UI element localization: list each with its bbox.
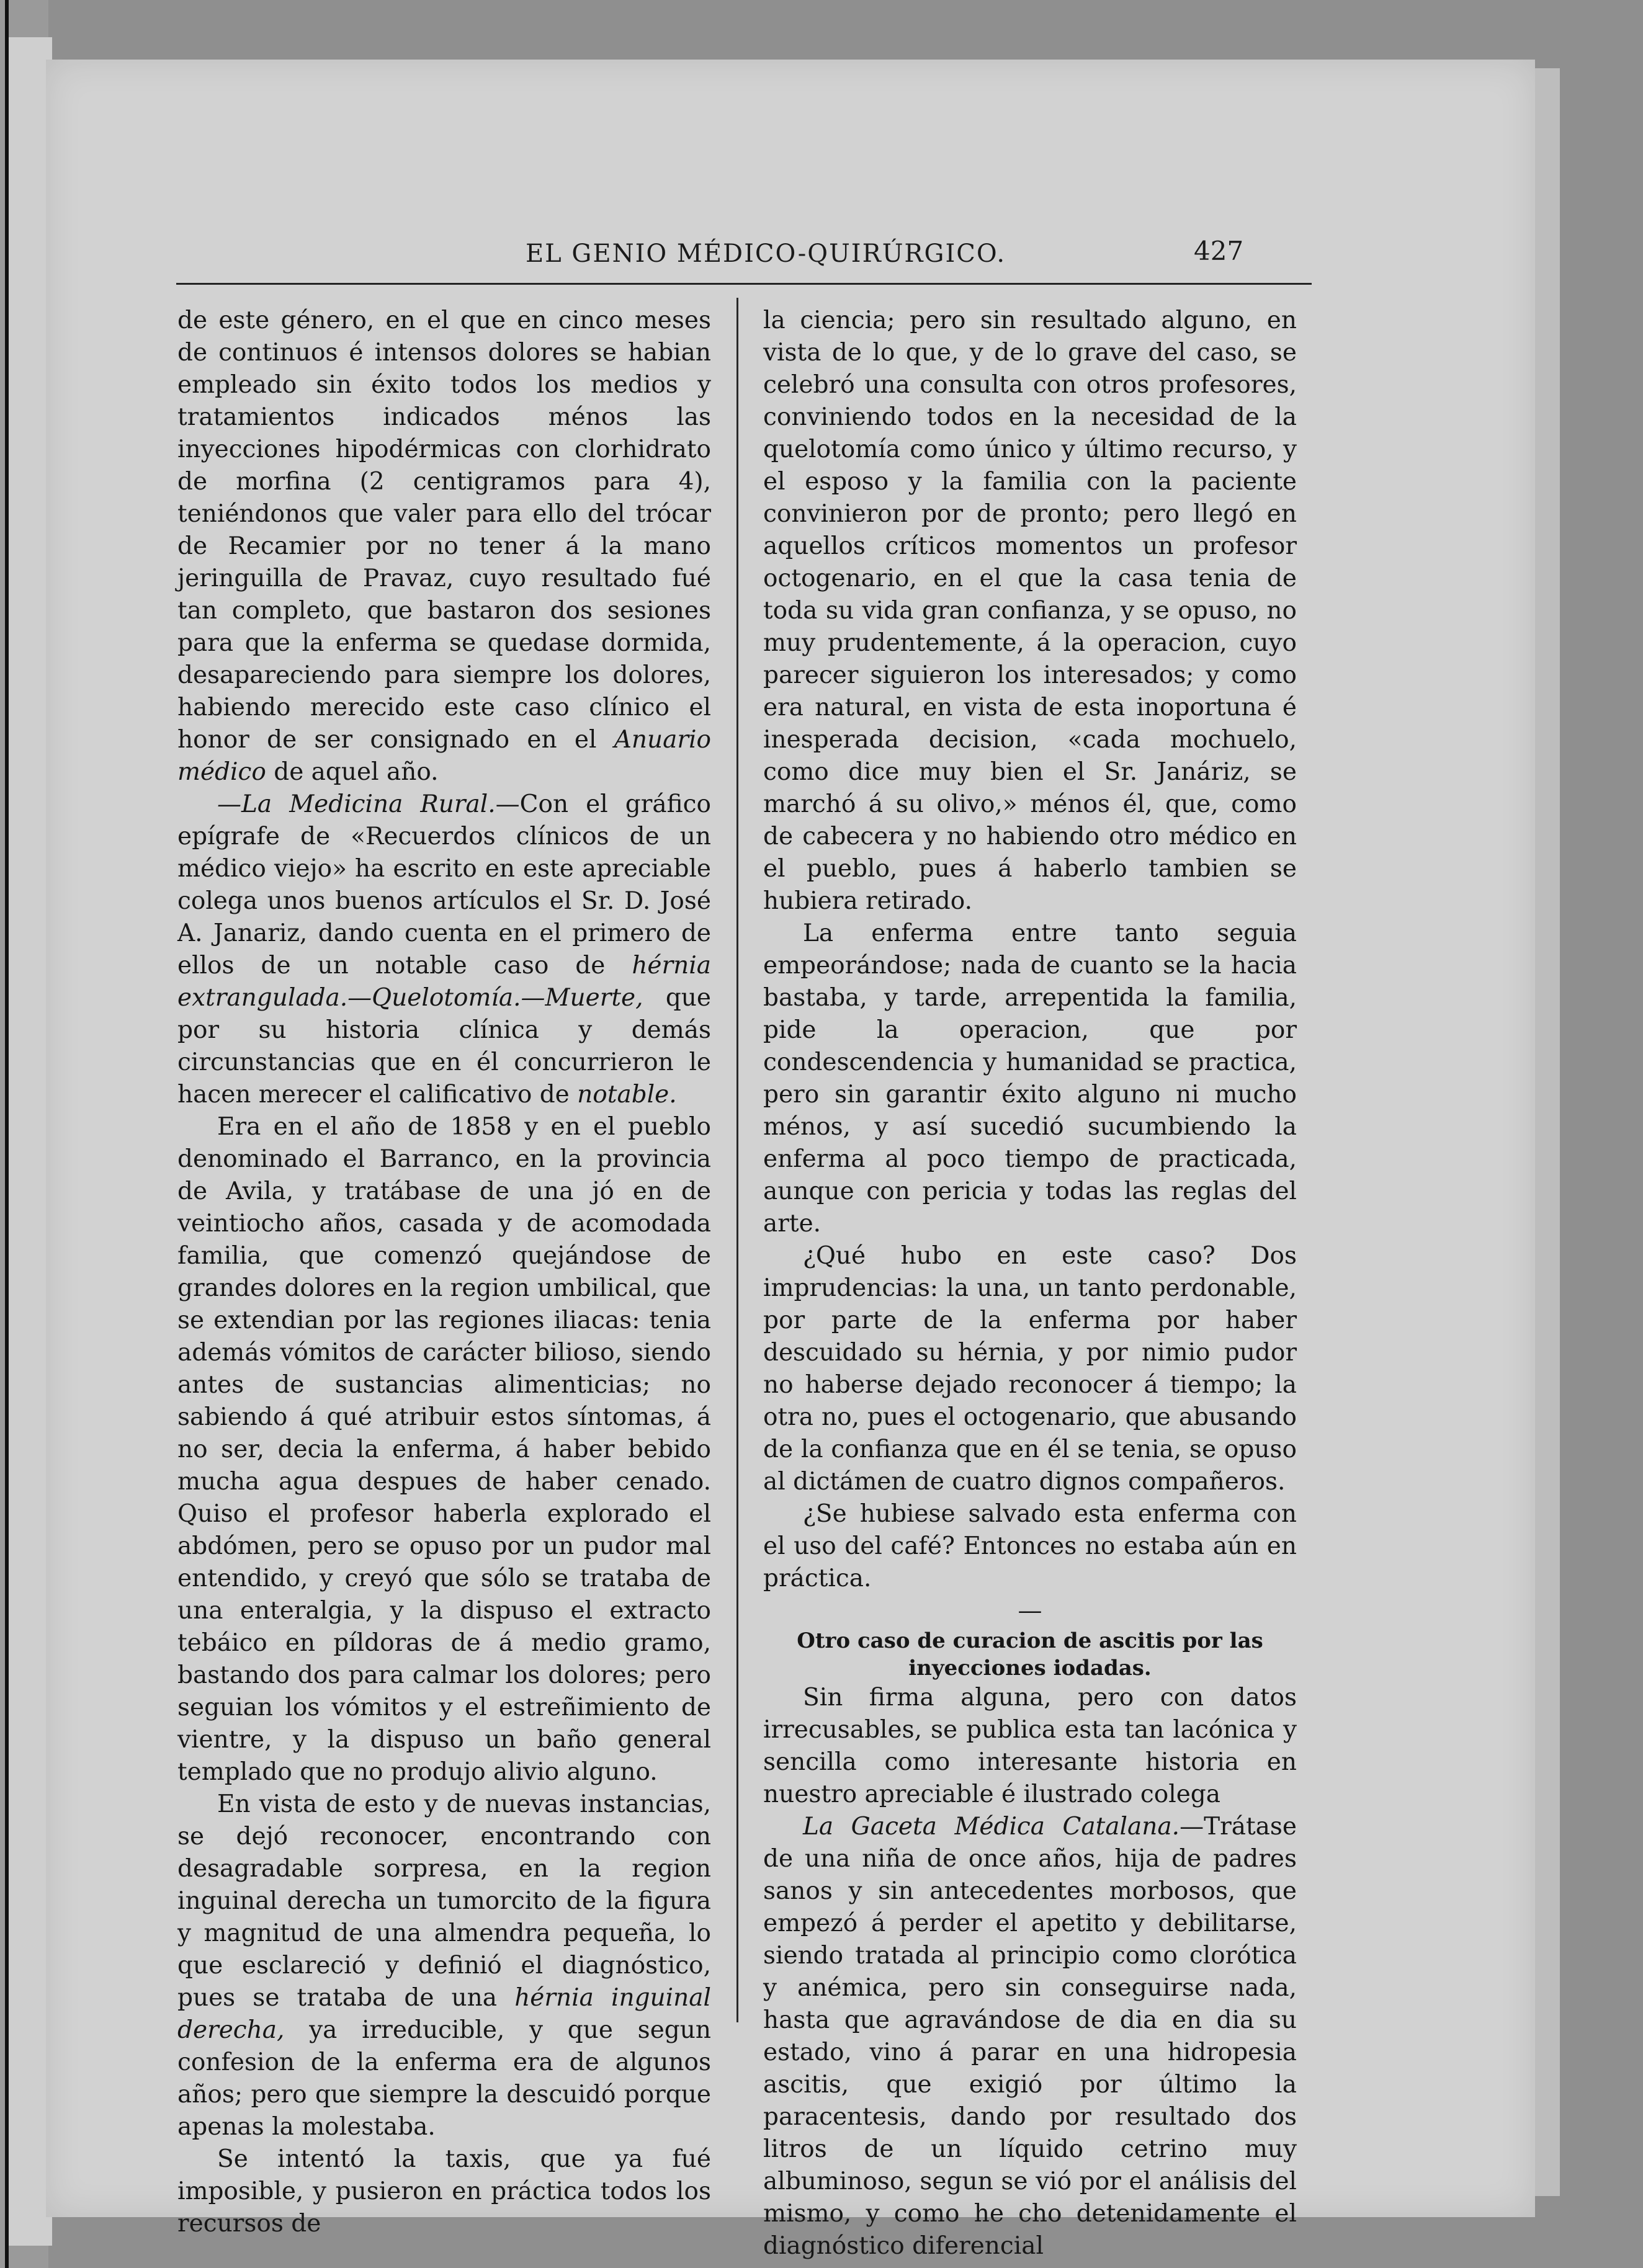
running-head: EL GENIO MÉDICO-QUIRÚRGICO. — [525, 239, 1006, 268]
paragraph: Se intentó la taxis, que ya fué imposible, y pusieron en práctica todos los recursos de — [177, 2145, 711, 2238]
right-column — [763, 305, 1297, 2262]
book-spine-edge — [5, 0, 9, 2268]
journal-title: Anuario médico — [177, 726, 711, 786]
journal-title: —La Medicina Rural. — [217, 790, 496, 818]
section-title: Otro caso de curacion de ascitis por las inyecciones iodadas. — [797, 1628, 1263, 1681]
paragraph: de este género, en el que en cinco meses de continuos é intensos dolores se habian empleado sin éxito todos los medios y tratamientos indicados ménos las inyecciones hipodérmicas con clorhidrato de morfina (2 centigramos para 4), teniéndonos que valer para ello del trócar de Recamier por no tener á la mano jeringuilla de Pravaz, cuyo resultado fué tan completo, que bastaron dos sesiones para que la enferma se quedase dormida, desapareciendo para siempre los dolores, habiendo merecido este caso clínico el honor de ser consignado en el Anuario médico de aquel año. — [177, 306, 711, 786]
emphasis: notable. — [577, 1081, 677, 1109]
paragraph: La Gaceta Médica Catalana.—Trátase de una niña de once años, hija de padres sanos y sin antecedentes morbosos, que empezó á perder el apetito y debilitarse, siendo tratada al principio como clorótica y anémica, pero sin conseguirse nada, hasta que agravándose de dia en dia su estado, vino á parar en una hidropesia ascitis, que exigió por último la paracentesis, dando por resultado dos litros de un líquido cetrino muy albuminoso, segun se vió por el análisis del mismo, y como he cho detenidamente el diagnóstico diferencial — [763, 1813, 1297, 2260]
diagnosis: hérnia inguinal derecha, — [177, 1984, 711, 2044]
paragraph: Sin firma alguna, pero con datos irrecusables, se publica esta tan lacónica y sencilla como interesante historia en nuestro apreciable é ilustrado colega — [763, 1684, 1297, 1808]
paragraph: En vista de esto y de nuevas instancias, se dejó reconocer, encontrando con desagradable sorpresa, en la region inguinal derecha un tumorcito de la figura y magnitud de una almendra pequeña, lo que esclareció y definió el diagnóstico, pues se trataba de una hérnia inguinal derecha, ya irreducible, y que segun confesion de la enferma era de algunos años; pero que siempre la descuidó porque apenas la molestaba. — [177, 1790, 711, 2141]
paragraph: ¿Se hubiese salvado esta enferma con el uso del café? Entonces no estaba aún en práctica. — [763, 1500, 1297, 1592]
paragraph: La enferma entre tanto seguia empeorándose; nada de cuanto se la hacia bastaba, y tarde, arrepentida la familia, pide la operacion, que por condescendencia y humanidad se practica, pero sin garantir éxito alguno ni mucho ménos, y así sucedió sucumbiendo la enferma al poco tiempo de practicada, aunque con pericia y todas las reglas del arte. — [763, 919, 1297, 1238]
column-rule — [736, 298, 738, 2022]
journal-title: La Gaceta Médica Catalana. — [803, 1813, 1180, 1841]
case-title: hérnia extrangulada.—Quelotomía.—Muerte, — [177, 952, 711, 1012]
header-rule — [176, 283, 1312, 285]
left-column — [177, 305, 711, 2240]
paragraph: ¿Qué hubo en este caso? Dos imprudencias: la una, un tanto perdonable, por parte de la enferma por haber descuidado su hérnia, y por nimio pudor no haberse dejado reconocer á tiempo; la otra no, pues el octogenario, que abusando de la confianza que en él se tenia, se opuso al dictámen de cuatro dignos compañeros. — [763, 1242, 1297, 1496]
book-page — [46, 60, 1535, 2260]
paragraph: la ciencia; pero sin resultado alguno, en vista de lo que, y de lo grave del caso, se celebró una consulta con otros profesores, conviniendo todos en la necesidad de la quelotomía como único y último recurso, y el esposo y la familia con la paciente convinieron por de pronto; pero llegó en aquellos críticos momentos un profesor octogenario, en el que la casa tenia de toda su vida gran confianza, y se opuso, no muy prudentemente, á la operacion, cuyo parecer siguieron los interesados; y como era natural, en vista de esta inoportuna é inesperada decision, «cada mochuelo, como dice muy bien el Sr. Janáriz, se marchó á su olivo,» ménos él, que, como de cabecera y no habiendo otro médico en el pueblo, pues á haberlo tambien se hubiera retirado. — [763, 306, 1297, 915]
underlying-page-edge — [1533, 68, 1560, 2196]
section-separator: — — [1018, 1597, 1042, 1625]
paragraph: Era en el año de 1858 y en el pueblo denominado el Barranco, en la provincia de Avila, y tratábase de una jó en de veintiocho años, casada y de acomodada familia, que comenzó quejándose de grandes dolores en la region umbilical, que se extendian por las regiones iliacas: tenia además vómitos de carácter bilioso, siendo antes de sustancias alimenticias; no sabiendo á qué atribuir estos síntomas, á no ser, decia la enferma, á haber bebido mucha agua despues de haber cenado. Quiso el profesor haberla explorado el abdómen, pero se opuso por un pudor mal entendido, y creyó que sólo se trataba de una enteralgia, y la dispuso el extracto tebáico en píldoras de á medio gramo, bastando dos para calmar los dolores; pero seguian los vómitos y el estreñimiento de vientre, y la dispuso un baño general templado que no produjo alivio alguno. — [177, 1113, 711, 1786]
page-header — [46, 236, 1535, 277]
paragraph: —La Medicina Rural.—Con el gráfico epígrafe de «Recuerdos clínicos de un médico viejo» ha escrito en este apreciable colega unos buenos artículos el Sr. D. José A. Janariz, dando cuenta en el primero de ellos de un notable caso de hérnia extrangulada.—Quelotomía.—Muerte, que por su historia clínica y demás circunstancias que en él concurrieron le hacen merecer el calificativo de notable. — [177, 790, 711, 1109]
page-number: 427 — [1194, 236, 1244, 266]
